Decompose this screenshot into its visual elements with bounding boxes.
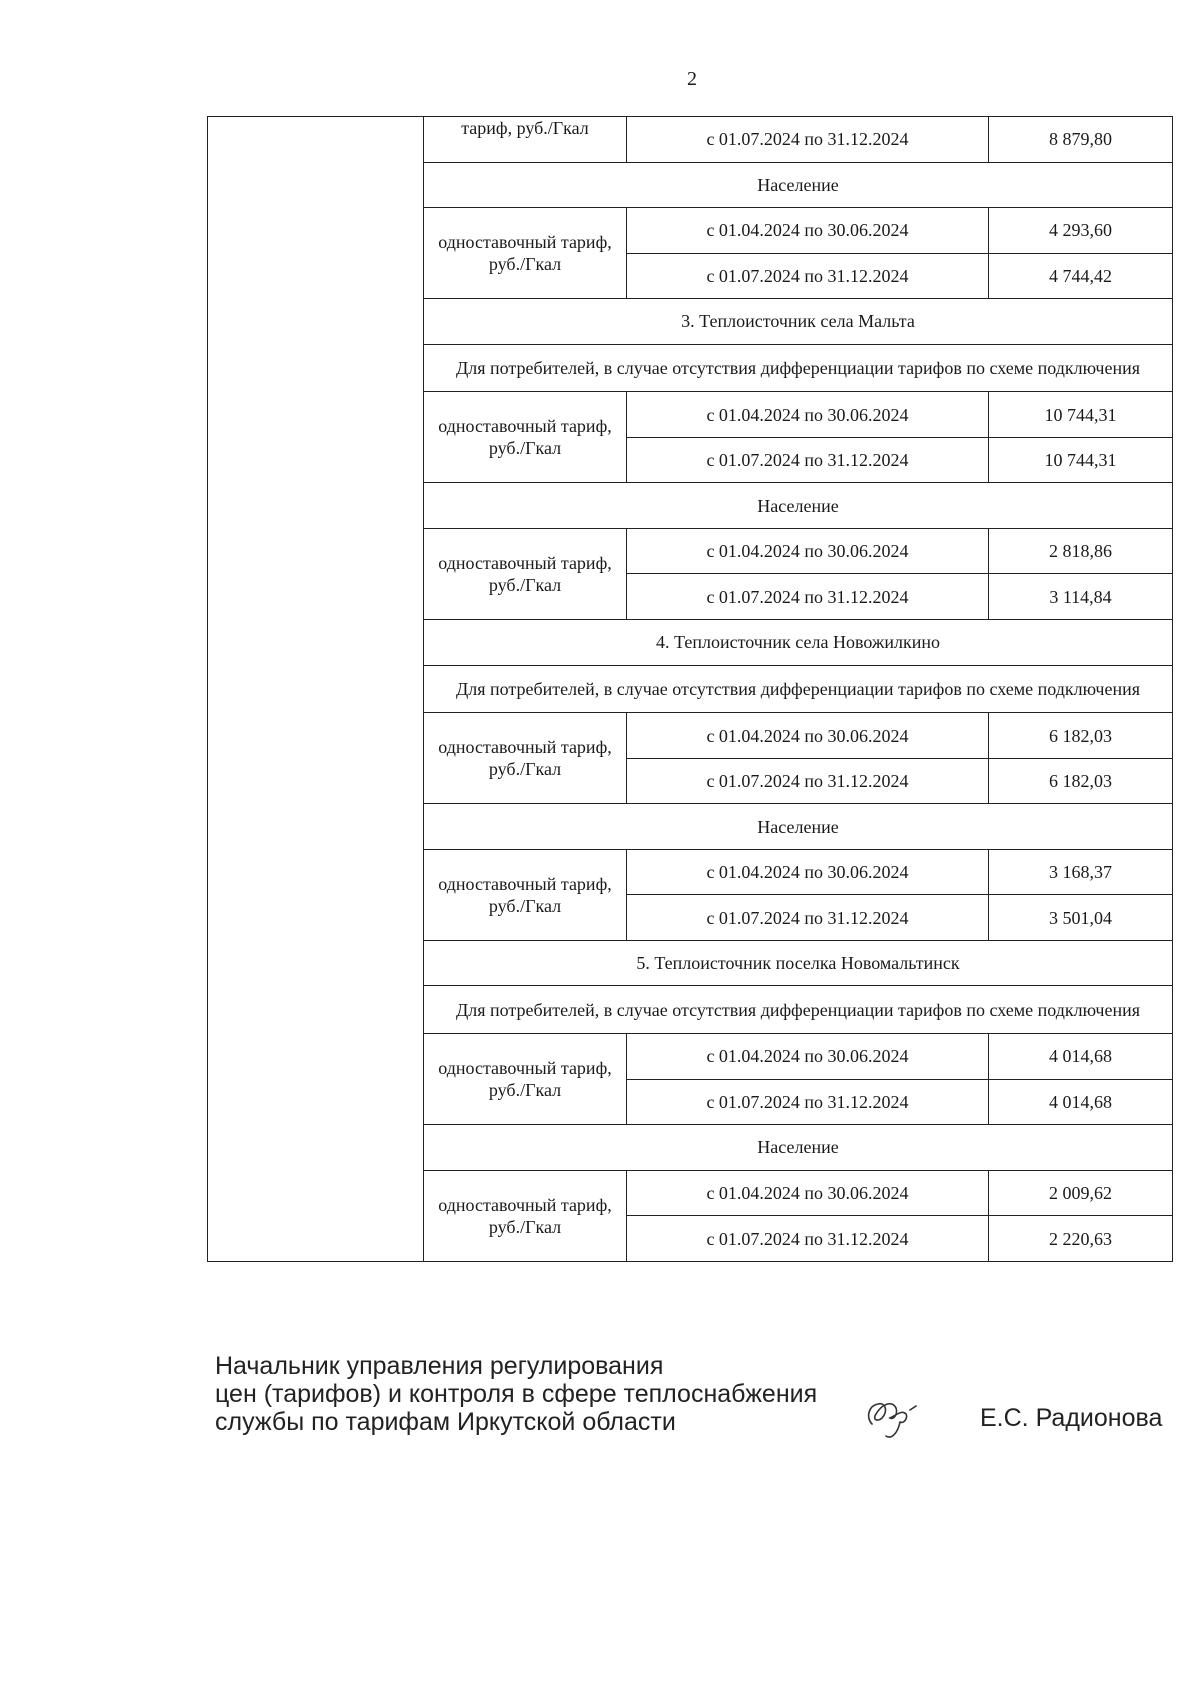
tariff-type-cell: одноставочный тариф, руб./Гкал (424, 713, 627, 804)
period-cell: с 01.04.2024 по 30.06.2024 (627, 713, 989, 759)
period-cell: с 01.04.2024 по 30.06.2024 (627, 1170, 989, 1216)
tariff-value-cell: 3 501,04 (989, 895, 1173, 941)
consumer-condition-label: Для потребителей, в случае отсутствия дифференциации тарифов по схеме подключения (424, 344, 1173, 392)
period-cell: с 01.07.2024 по 31.12.2024 (627, 1079, 989, 1125)
period-cell: с 01.07.2024 по 31.12.2024 (627, 437, 989, 483)
tariff-value-cell: 2 220,63 (989, 1216, 1173, 1262)
tariff-table (207, 116, 1173, 1262)
consumer-group-label: Население (424, 483, 1173, 529)
tariff-type-cell: тариф, руб./Гкал (424, 117, 627, 163)
signature-position-block (215, 1352, 835, 1436)
tariff-value-cell: 3 114,84 (989, 574, 1173, 620)
tariff-table-body (208, 117, 1173, 1262)
page-number: 2 (687, 68, 697, 90)
period-cell: с 01.07.2024 по 31.12.2024 (627, 117, 989, 163)
period-cell: с 01.04.2024 по 30.06.2024 (627, 392, 989, 438)
consumer-group-label: Население (424, 804, 1173, 850)
position-line: цен (тарифов) и контроля в сфере теплоснабжения (215, 1380, 818, 1408)
period-cell: с 01.07.2024 по 31.12.2024 (627, 758, 989, 804)
tariff-value-cell: 4 014,68 (989, 1034, 1173, 1080)
tariff-value-cell: 4 744,42 (989, 253, 1173, 299)
signer-name: Е.С. Радионова (980, 1404, 1163, 1432)
tariff-value-cell: 3 168,37 (989, 849, 1173, 895)
consumer-group-label: Население (424, 162, 1173, 208)
position-line: службы по тарифам Иркутской области (215, 1408, 676, 1436)
position-line: Начальник управления регулирования (215, 1352, 664, 1380)
tariff-value-cell: 4 014,68 (989, 1079, 1173, 1125)
organization-cell (208, 117, 424, 1262)
tariff-type-cell: одноставочный тариф, руб./Гкал (424, 1034, 627, 1125)
tariff-value-cell: 8 879,80 (989, 117, 1173, 163)
consumer-condition-label: Для потребителей, в случае отсутствия дифференциации тарифов по схеме подключения (424, 986, 1173, 1034)
heat-source-title: 3. Теплоисточник села Мальта (424, 299, 1173, 345)
heat-source-title: 5. Теплоисточник поселка Новомальтинск (424, 940, 1173, 986)
period-cell: с 01.07.2024 по 31.12.2024 (627, 574, 989, 620)
period-cell: с 01.07.2024 по 31.12.2024 (627, 1216, 989, 1262)
tariff-type-cell: одноставочный тариф, руб./Гкал (424, 849, 627, 940)
consumer-condition-label: Для потребителей, в случае отсутствия дифференциации тарифов по схеме подключения (424, 665, 1173, 713)
period-cell: с 01.04.2024 по 30.06.2024 (627, 849, 989, 895)
tariff-value-cell: 10 744,31 (989, 392, 1173, 438)
period-cell: с 01.07.2024 по 31.12.2024 (627, 895, 989, 941)
tariff-value-cell: 10 744,31 (989, 437, 1173, 483)
tariff-value-cell: 6 182,03 (989, 713, 1173, 759)
tariff-row (208, 117, 1173, 163)
period-cell: с 01.04.2024 по 30.06.2024 (627, 1034, 989, 1080)
tariff-type-cell: одноставочный тариф, руб./Гкал (424, 208, 627, 299)
tariff-value-cell: 6 182,03 (989, 758, 1173, 804)
tariff-type-cell: одноставочный тариф, руб./Гкал (424, 528, 627, 619)
consumer-group-label: Население (424, 1125, 1173, 1171)
tariff-type-cell: одноставочный тариф, руб./Гкал (424, 1170, 627, 1261)
tariff-value-cell: 4 293,60 (989, 208, 1173, 254)
tariff-value-cell: 2 818,86 (989, 528, 1173, 574)
period-cell: с 01.04.2024 по 30.06.2024 (627, 208, 989, 254)
handwritten-signature (858, 1384, 930, 1448)
heat-source-title: 4. Теплоисточник села Новожилкино (424, 620, 1173, 666)
period-cell: с 01.04.2024 по 30.06.2024 (627, 528, 989, 574)
tariff-value-cell: 2 009,62 (989, 1170, 1173, 1216)
tariff-type-cell: одноставочный тариф, руб./Гкал (424, 392, 627, 483)
period-cell: с 01.07.2024 по 31.12.2024 (627, 253, 989, 299)
